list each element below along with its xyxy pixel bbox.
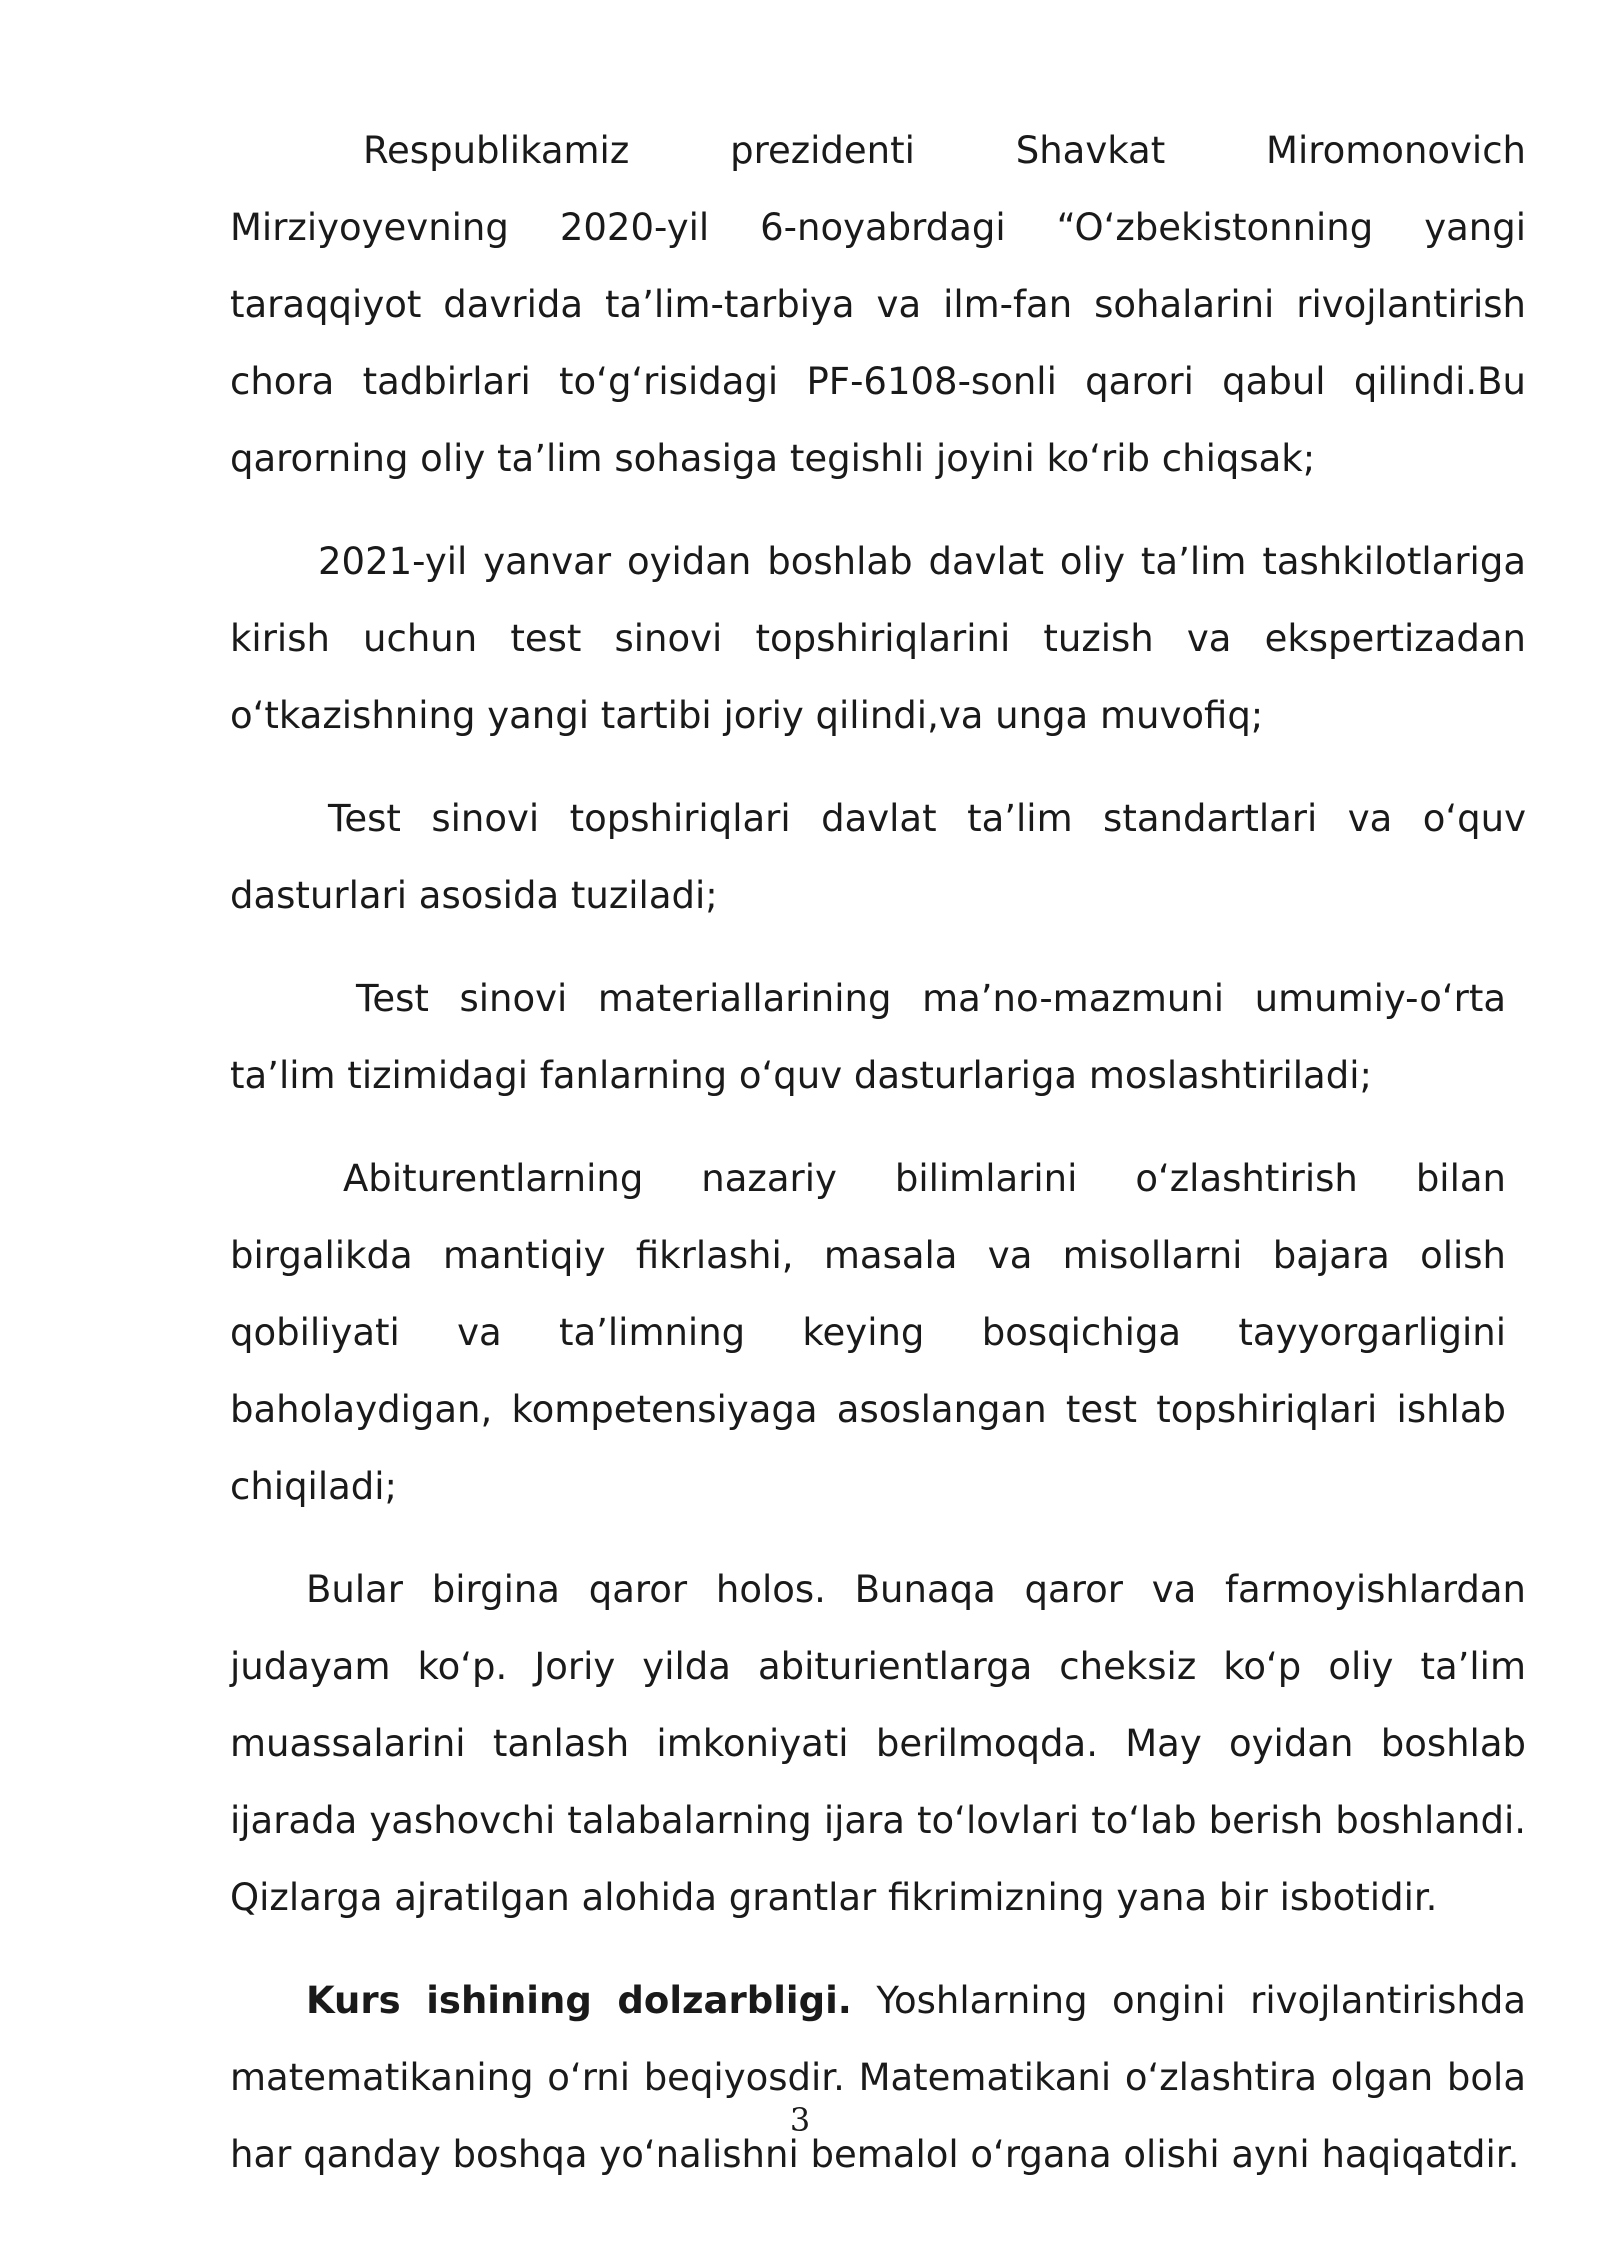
paragraph-decree-intro: Respublikamiz prezidenti Shavkat Miromonovich Mirziyoyevning 2020-yil 6-noyabrdagi “O‘zbekistonning yangi taraqqiyot davrida ta’lim-tarbiya va ilm-fan sohalarini rivojlantirish chora tadbirlari to‘g‘risidagi PF-6108-sonli qarori qabul qilindi.Bu qarorning oliy ta’lim sohasiga tegishli joyini ko‘rib chiqsak; xyxy=(230,129,1526,480)
page-body xyxy=(230,112,1526,2219)
paragraph-admission-rules: 2021-yil yanvar oyidan boshlab davlat oliy ta’lim tashkilotlariga kirish uchun test sinovi topshiriqlarini tuzish va ekspertizadan o‘tkazishning yangi tartibi joriy qilindi,va unga muvofiq; xyxy=(230,540,1526,737)
paragraph-course-relevance xyxy=(230,1962,1526,2193)
paragraph-test-standards: Test sinovi topshiriqlari davlat ta’lim standartlari va o‘quv dasturlari asosida tuziladi; xyxy=(230,797,1526,917)
paragraph-test-materials: Test sinovi materiallarining ma’no-mazmuni umumiy-o‘rta ta’lim tizimidagi fanlarning o‘quv dasturlariga moslashtiriladi; xyxy=(230,977,1506,1097)
section-lead-heading: Kurs ishining dolzarbligi. xyxy=(306,1979,852,2022)
paragraph-competency-tests: Abiturentlarning nazariy bilimlarini o‘zlashtirish bilan birgalikda mantiqiy fikrlashi, masala va misollarni bajara olish qobiliyati va ta’limning keying bosqichiga tayyorgarligini baholaydigan, kompetensiyaga asoslangan test topshiriqlari ishlab chiqiladi; xyxy=(230,1157,1506,1508)
paragraph-decree-examples: Bular birgina qaror holos. Bunaqa qaror va farmoyishlardan judayam ko‘p. Joriy yilda abiturientlarga cheksiz ko‘p oliy ta’lim muassalarini tanlash imkoniyati berilmoqda. May oyidan boshlab ijarada yashovchi talabalarning ijara to‘lovlari to‘lab berish boshlandi. Qizlarga ajratilgan alohida grantlar fikrimizning yana bir isbotidir. xyxy=(230,1568,1526,1919)
page-number: 3 xyxy=(789,2101,811,2139)
paragraph-relevance-text: Yoshlarning ongini rivojlantirishda matematikaning o‘rni beqiyosdir. Matematikani o‘zlashtira olgan bola har qanday boshqa yo‘nalishni bemalol o‘rgana olishi ayni haqiqatdir. xyxy=(230,1979,1526,2176)
